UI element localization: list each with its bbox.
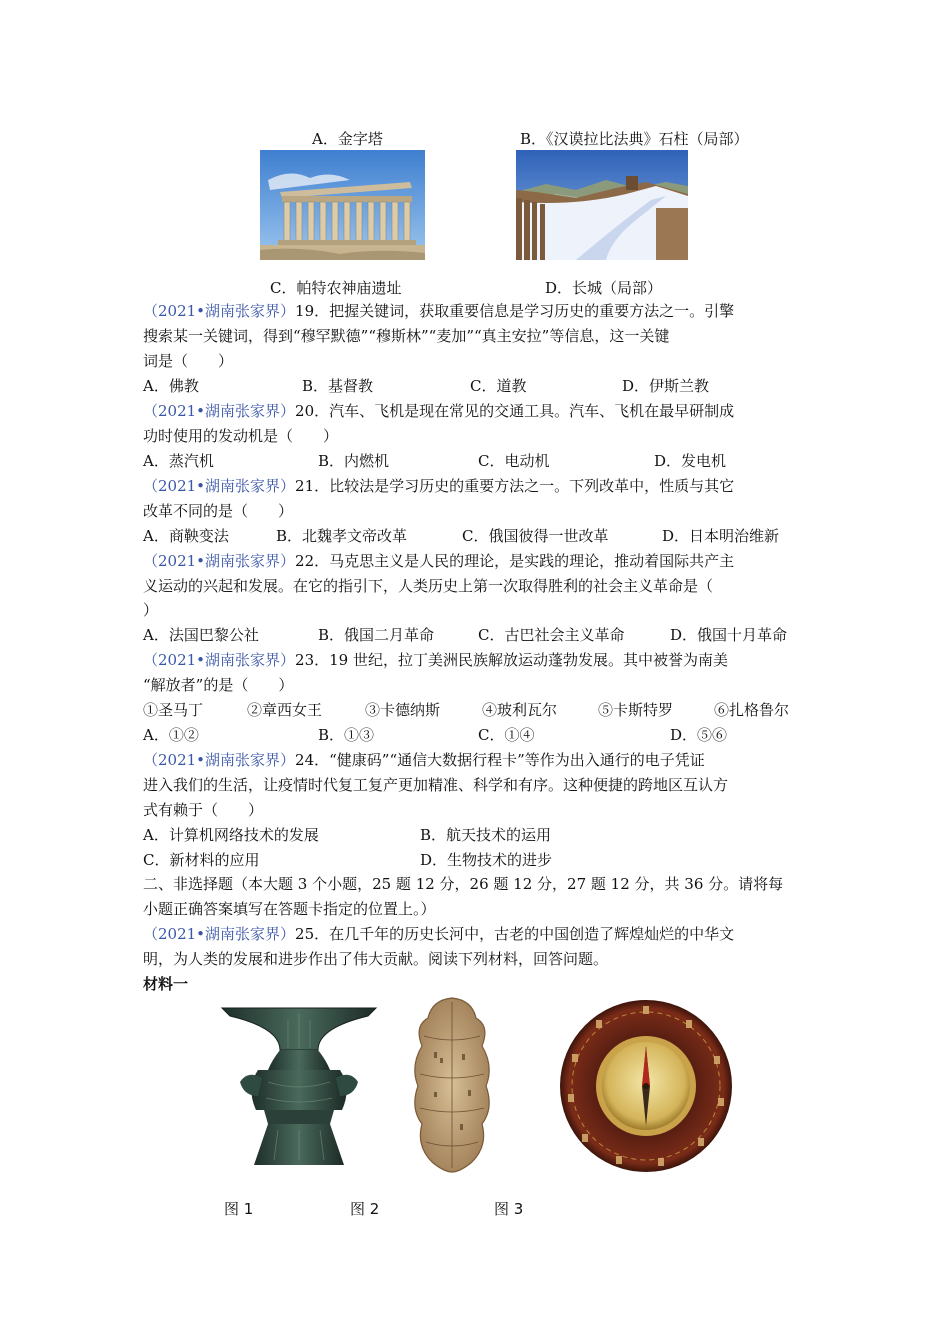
material-title: 材料一 xyxy=(143,975,189,993)
option-d-caption: D．长城（局部） xyxy=(545,279,663,297)
q21-option-c[interactable]: C．俄国彼得一世改革 xyxy=(462,527,609,545)
parthenon-image xyxy=(260,150,425,260)
q22-option-c[interactable]: C．古巴社会主义革命 xyxy=(478,626,625,644)
figure-2-label: 图 2 xyxy=(350,1200,380,1218)
q23-option-c[interactable]: C．①④ xyxy=(478,726,535,744)
q19-line-2: 搜索某一关键词，得到“穆罕默德”“穆斯林”“麦加”“真主安拉”等信息，这一关键 xyxy=(143,327,670,345)
q23-line-2: “解放者”的是（ ） xyxy=(143,676,294,694)
q22-line-1: （2021•湖南张家界）22．马克思主义是人民的理论，是实践的理论，推动着国际共产主 xyxy=(143,552,735,570)
q24-line-2: 进入我们的生活，让疫情时代复工复产更加精准、科学和有序。这种便捷的跨地区互认方 xyxy=(143,776,729,794)
q23-option-d[interactable]: D．⑤⑥ xyxy=(670,726,728,744)
q23-option-b[interactable]: B．①③ xyxy=(318,726,375,744)
q24-option-d[interactable]: D．生物技术的进步 xyxy=(420,851,553,869)
q19-option-a[interactable]: A．佛教 xyxy=(143,377,199,395)
q19-line-1: （2021•湖南张家界）19．把握关键词，获取重要信息是学习历史的重要方法之一。引擎 xyxy=(143,302,735,320)
q24-option-b[interactable]: B．航天技术的运用 xyxy=(420,826,552,844)
q22-option-b[interactable]: B．俄国二月革命 xyxy=(318,626,435,644)
q22-line-3: ） xyxy=(143,601,159,619)
q24-source: （2021•湖南张家界） xyxy=(143,751,296,769)
q25-line-1: （2021•湖南张家界）25．在几千年的历史长河中，古老的中国创造了辉煌灿烂的中华文 xyxy=(143,925,735,943)
option-a-caption: A．金字塔 xyxy=(312,130,383,148)
q20-option-a[interactable]: A．蒸汽机 xyxy=(143,452,214,470)
q22-line-2: 义运动的兴起和发展。在它的指引下，人类历史上第一次取得胜利的社会主义革命是（ xyxy=(143,577,714,595)
q23-item-4: ④玻利瓦尔 xyxy=(482,701,558,719)
section2-line-1: 二、非选择题（本大题 3 个小题，25 题 12 分，26 题 12 分，27 题 12 分，共 36 分。请将每 xyxy=(143,875,784,893)
q23-item-1: ①圣马丁 xyxy=(143,701,204,719)
section2-line-2: 小题正确答案填写在答题卡指定的位置上。） xyxy=(143,900,436,918)
q23-line-1: （2021•湖南张家界）23．19 世纪，拉丁美洲民族解放运动蓬勃发展。其中被誉为南美 xyxy=(143,651,728,669)
q20-line-1: （2021•湖南张家界）20．汽车、飞机是现在常见的交通工具。汽车、飞机在最早研制成 xyxy=(143,402,735,420)
compass-image xyxy=(558,998,734,1174)
q20-option-b[interactable]: B．内燃机 xyxy=(318,452,390,470)
q21-option-a[interactable]: A．商鞅变法 xyxy=(143,527,229,545)
q23-source: （2021•湖南张家界） xyxy=(143,651,296,669)
q23-option-a[interactable]: A．①② xyxy=(143,726,199,744)
q25-line-2: 明，为人类的发展和进步作出了伟大贡献。阅读下列材料，回答问题。 xyxy=(143,950,609,968)
q24-line-3: 式有赖于（ ） xyxy=(143,801,264,819)
q19-line-3: 词是（ ） xyxy=(143,352,234,370)
q20-line-2: 功时使用的发动机是（ ） xyxy=(143,427,339,445)
q24-line-1: （2021•湖南张家界）24．“健康码”“通信大数据行程卡”等作为出入通行的电子凭证 xyxy=(143,751,705,769)
option-c-caption: C．帕特农神庙遗址 xyxy=(270,279,402,297)
q21-line-2: 改革不同的是（ ） xyxy=(143,502,294,520)
q23-item-5: ⑤卡斯特罗 xyxy=(598,701,674,719)
q22-source: （2021•湖南张家界） xyxy=(143,552,296,570)
q20-source: （2021•湖南张家界） xyxy=(143,402,296,420)
bronze-vessel-image xyxy=(218,1000,380,1170)
q22-option-d[interactable]: D．俄国十月革命 xyxy=(670,626,788,644)
q20-option-d[interactable]: D．发电机 xyxy=(654,452,727,470)
q21-source: （2021•湖南张家界） xyxy=(143,477,296,495)
q19-source: （2021•湖南张家界） xyxy=(143,302,296,320)
q21-option-d[interactable]: D．日本明治维新 xyxy=(662,527,780,545)
figure-3-label: 图 3 xyxy=(494,1200,524,1218)
q21-option-b[interactable]: B．北魏孝文帝改革 xyxy=(276,527,408,545)
option-b-caption: B．《汉谟拉比法典》石柱（局部） xyxy=(520,130,749,148)
q24-option-c[interactable]: C．新材料的应用 xyxy=(143,851,260,869)
oracle-bone-image xyxy=(410,996,495,1174)
q25-source: （2021•湖南张家界） xyxy=(143,925,296,943)
q23-item-3: ③卡德纳斯 xyxy=(365,701,441,719)
q23-item-6: ⑥扎格鲁尔 xyxy=(714,701,790,719)
q23-item-2: ②章西女王 xyxy=(247,701,323,719)
q19-option-c[interactable]: C．道教 xyxy=(470,377,527,395)
q22-option-a[interactable]: A．法国巴黎公社 xyxy=(143,626,259,644)
q19-option-b[interactable]: B．基督教 xyxy=(302,377,374,395)
q21-line-1: （2021•湖南张家界）21．比较法是学习历史的重要方法之一。下列改革中，性质与其它 xyxy=(143,477,735,495)
q19-option-d[interactable]: D．伊斯兰教 xyxy=(622,377,710,395)
q20-option-c[interactable]: C．电动机 xyxy=(478,452,550,470)
q24-option-a[interactable]: A．计算机网络技术的发展 xyxy=(143,826,319,844)
figure-1-label: 图 1 xyxy=(224,1200,254,1218)
great-wall-image xyxy=(516,150,688,260)
